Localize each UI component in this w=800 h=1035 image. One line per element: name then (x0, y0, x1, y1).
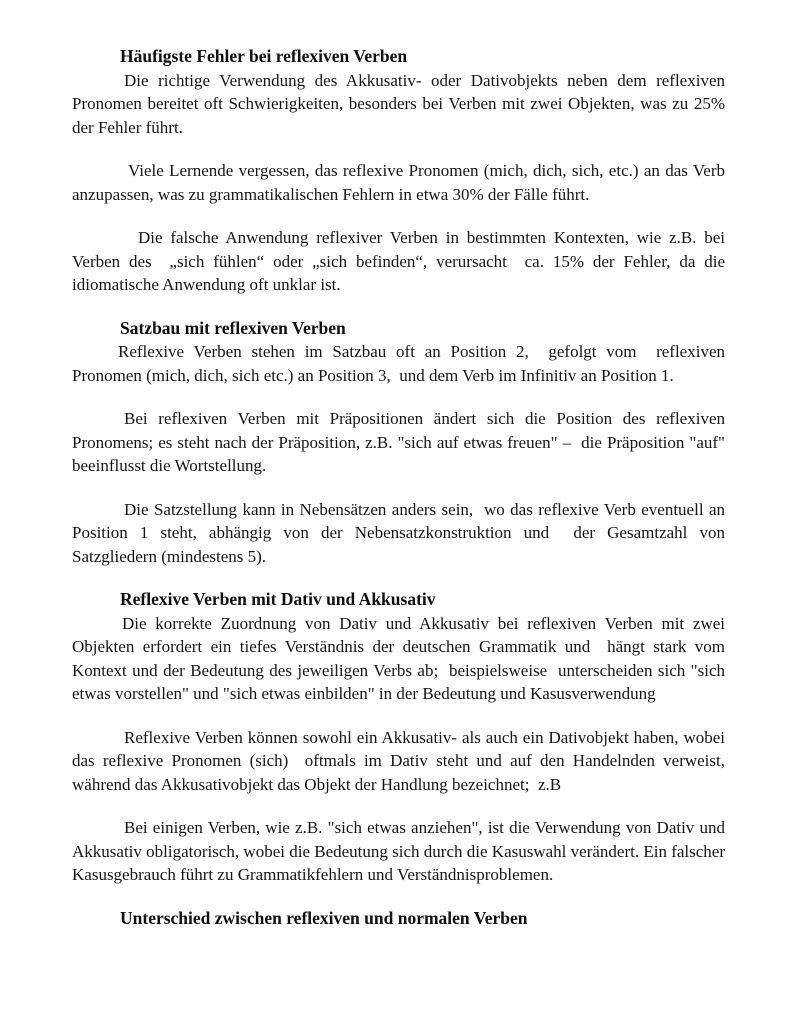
section-heading-unterschied: Unterschied zwischen reflexiven und normalen Verben (120, 907, 528, 928)
section-heading-satzbau: Satzbau mit reflexiven Verben (120, 317, 346, 338)
paragraph: Die Satzstellung kann in Nebensätzen anders sein, wo das reflexive Verb eventuell an Position 1 steht, abhängig von der Nebensatzkonstruktion und der Gesamtzahl von Satzgliedern (mindestens 5). (72, 499, 730, 566)
section-satzbau (72, 317, 730, 569)
paragraph: Die richtige Verwendung des Akkusativ- oder Dativobjekts neben dem reflexiven Pronomen bereitet oft Schwierigkeiten, besonders bei Verben mit zwei Objekten, was zu 25% der Fehler führt. (72, 70, 730, 137)
section-dativ-akkusativ (72, 588, 730, 887)
paragraph: Reflexive Verben können sowohl ein Akkusativ- als auch ein Dativobjekt haben, wobei das reflexive Pronomen (sich) oftmals im Dativ steht und auf den Handelnden verweist, während das Akkusativobjekt das Objekt der Handlung bezeichnet; z.B (72, 727, 730, 794)
section-unterschied (72, 907, 725, 931)
paragraph: Bei einigen Verben, wie z.B. "sich etwas anziehen", ist die Verwendung von Dativ und Akkusativ obligatorisch, wobei die Bedeutung sich durch die Kasuswahl verändert. Ein falscher Kasusgebrauch führt zu Grammatikfehlern und Verständnisproblemen. (72, 818, 730, 884)
section-haeufigste-fehler (72, 45, 734, 297)
paragraph: Bei reflexiven Verben mit Präpositionen ändert sich die Position des reflexiven Pronomens; es steht nach der Präposition, z.B. "sich auf etwas freuen" – die Präposition "auf" beeinflusst die Wortstellung. (72, 409, 730, 475)
paragraph: Reflexive Verben stehen im Satzbau oft an Position 2, gefolgt vom reflexiven Pronomen (mich, dich, sich etc.) an Position 3, und dem Verb im Infinitiv an Position 1. (72, 342, 730, 385)
paragraph: Die falsche Anwendung reflexiver Verben in bestimmten Kontexten, wie z.B. bei Verben des „sich fühlen“ oder „sich befinden“, verursacht ca. 15% der Fehler, da die idiomatische Anwendung oft unklar ist. (72, 228, 734, 294)
section-heading-dativ-akkusativ: Reflexive Verben mit Dativ und Akkusativ (120, 589, 436, 609)
section-heading-haeufigste-fehler: Häufigste Fehler bei reflexiven Verben (120, 46, 408, 66)
paragraph: Viele Lernende vergessen, das reflexive Pronomen (mich, dich, sich, etc.) an das Verb anzupassen, was zu grammatikalischen Fehlern in etwa 30% der Fälle führt. (72, 161, 730, 204)
paragraph: Die korrekte Zuordnung von Dativ und Akkusativ bei reflexiven Verben mit zwei Objekten erfordert ein tiefes Verständnis der deutschen Grammatik und hängt stark vom Kontext und der Bedeutung des jeweiligen Verbs ab; beispielsweise unterscheiden sich "sich etwas vorstellen" und "sich etwas einbilden" in der Bedeutung und Kasusverwendung (72, 613, 730, 703)
